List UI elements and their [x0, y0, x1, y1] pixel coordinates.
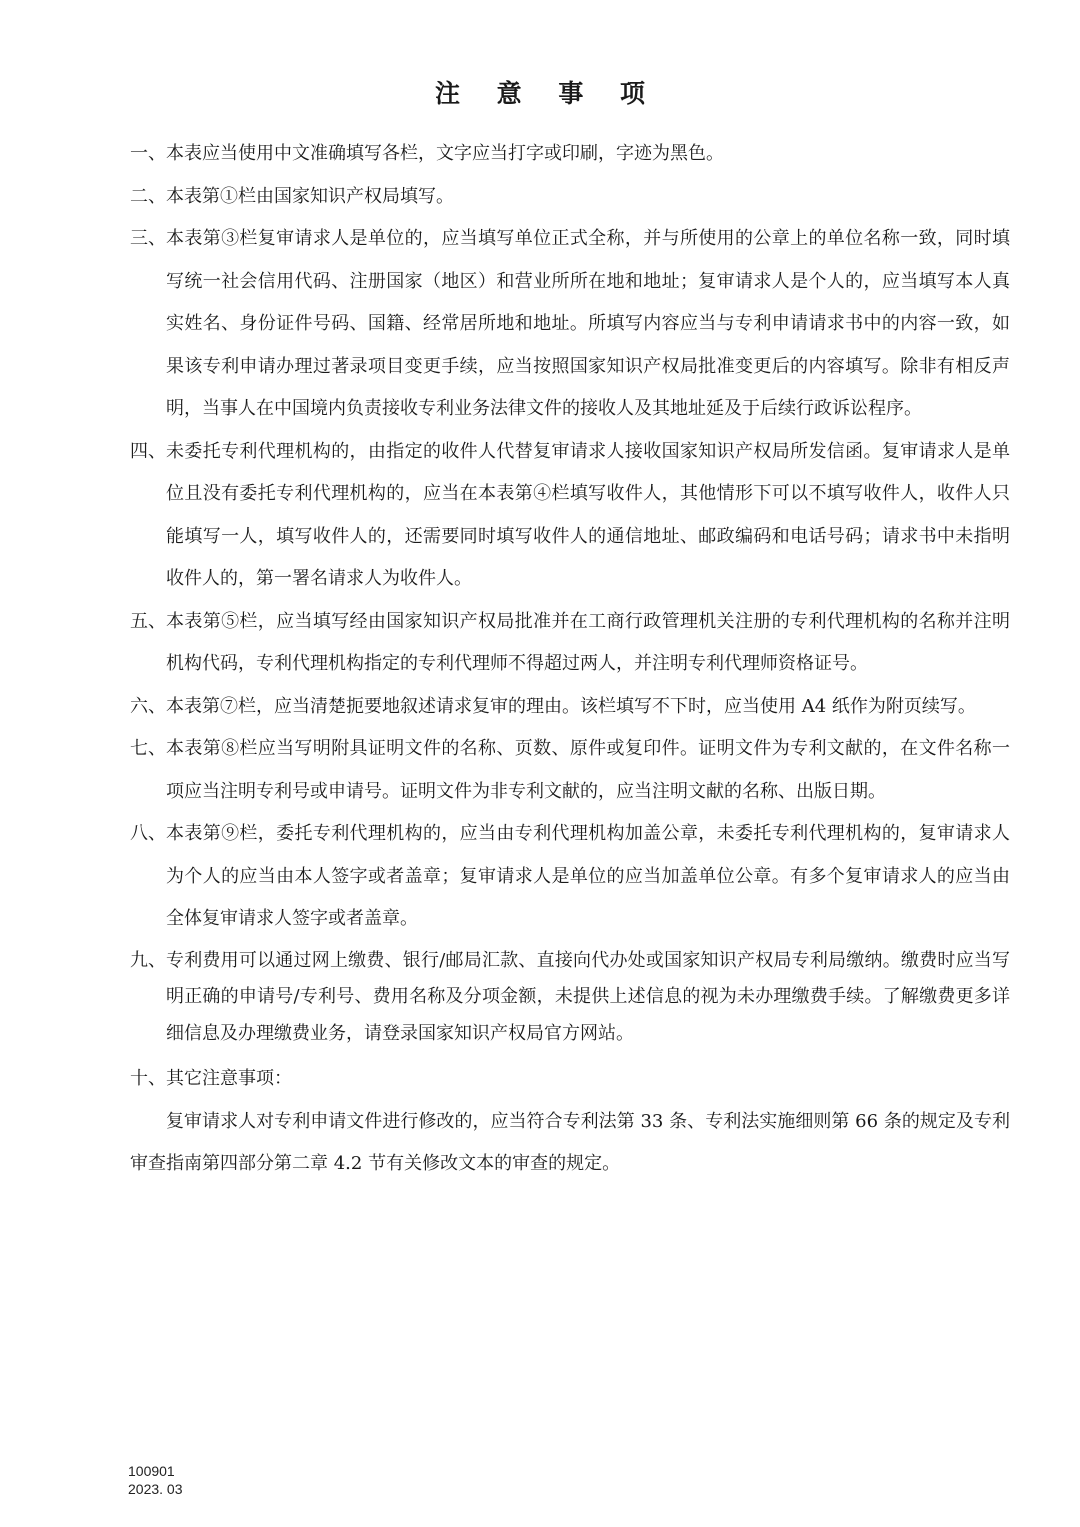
item-text: 本表第⑦栏，应当清楚扼要地叙述请求复审的理由。该栏填写不下时，应当使用 A4 纸作为附页续写。 [166, 695, 976, 717]
item-number: 八、 [130, 823, 166, 844]
item-number: 七、 [130, 738, 166, 759]
notice-item-3 [130, 218, 1010, 431]
item-text: 其它注意事项： [166, 1068, 292, 1089]
item-text: 本表第⑤栏，应当填写经由国家知识产权局批准并在工商行政管理机关注册的专利代理机构的名称并注明机构代码，专利代理机构指定的专利代理师不得超过两人，并注明专利代理师资格证号。 [166, 610, 1010, 674]
item-text: 未委托专利代理机构的，由指定的收件人代替复审请求人接收国家知识产权局所发信函。复审请求人是单位且没有委托专利代理机构的，应当在本表第④栏填写收件人，其他情形下可以不填写收件人，收件人只能填写一人，填写收件人的，还需要同时填写收件人的通信地址、邮政编码和电话号码；请求书中未指明收件人的，第一署名请求人为收件人。 [166, 440, 1010, 589]
notice-item-4 [130, 431, 1010, 601]
notice-item-7 [130, 728, 1010, 813]
item-text: 本表应当使用中文准确填写各栏，文字应当打字或印刷，字迹为黑色。 [166, 143, 724, 164]
item-number: 三、 [130, 228, 166, 249]
other-notes-text: 复审请求人对专利申请文件进行修改的，应当符合专利法第 33 条、专利法实施细则第 66 条的规定及专利审查指南第四部分第二章 4.2 节有关修改文本的审查的规定。 [130, 1110, 1010, 1174]
form-code: 100901 [128, 1463, 175, 1479]
notice-item-2 [130, 176, 1010, 219]
item-number: 二、 [130, 185, 166, 207]
item-number: 一、 [130, 143, 166, 164]
notice-list [130, 133, 1010, 1186]
notice-item-8 [130, 813, 1010, 941]
notice-item-10 [130, 1058, 1010, 1101]
notice-item-6 [130, 686, 1010, 729]
notice-item-9 [130, 943, 1010, 1053]
item-number: 六、 [130, 695, 166, 717]
item-number: 十、 [130, 1068, 166, 1089]
item-number: 五、 [130, 610, 166, 632]
notice-item-1 [130, 133, 1010, 176]
item-number: 四、 [130, 440, 166, 462]
item-number: 九、 [130, 949, 166, 971]
item-text: 本表第①栏由国家知识产权局填写。 [166, 185, 454, 207]
item-text: 本表第③栏复审请求人是单位的，应当填写单位正式全称，并与所使用的公章上的单位名称一致，同时填写统一社会信用代码、注册国家（地区）和营业所所在地和地址；复审请求人是个人的，应当填写本人真实姓名、身份证件号码、国籍、经常居所地和地址。所填写内容应当与专利申请请求书中的内容一致，如果该专利申请办理过著录项目变更手续，应当按照国家知识产权局批准变更后的内容填写。除非有相反声明，当事人在中国境内负责接收专利业务法律文件的接收人及其地址延及于后续行政诉讼程序。 [166, 228, 1010, 419]
form-version: 2023. 03 [128, 1481, 183, 1497]
notice-item-5 [130, 601, 1010, 686]
item-text: 专利费用可以通过网上缴费、银行/邮局汇款、直接向代办处或国家知识产权局专利局缴纳。缴费时应当写明正确的申请号/专利号、费用名称及分项金额，未提供上述信息的视为未办理缴费手续。了解缴费更多详细信息及办理缴费业务，请登录国家知识产权局官方网站。 [166, 949, 1010, 1044]
item-text: 本表第⑧栏应当写明附具证明文件的名称、页数、原件或复印件。证明文件为专利文献的，在文件名称一项应当注明专利号或申请号。证明文件为非专利文献的，应当注明文献的名称、出版日期。 [166, 738, 1010, 802]
form-footer [128, 1462, 183, 1498]
page-title: 注 意 事 项 [434, 79, 660, 108]
item-text: 本表第⑨栏，委托专利代理机构的，应当由专利代理机构加盖公章，未委托专利代理机构的，复审请求人为个人的应当由本人签字或者盖章；复审请求人是单位的应当加盖单位公章。有多个复审请求人的应当由全体复审请求人签字或者盖章。 [166, 823, 1010, 929]
